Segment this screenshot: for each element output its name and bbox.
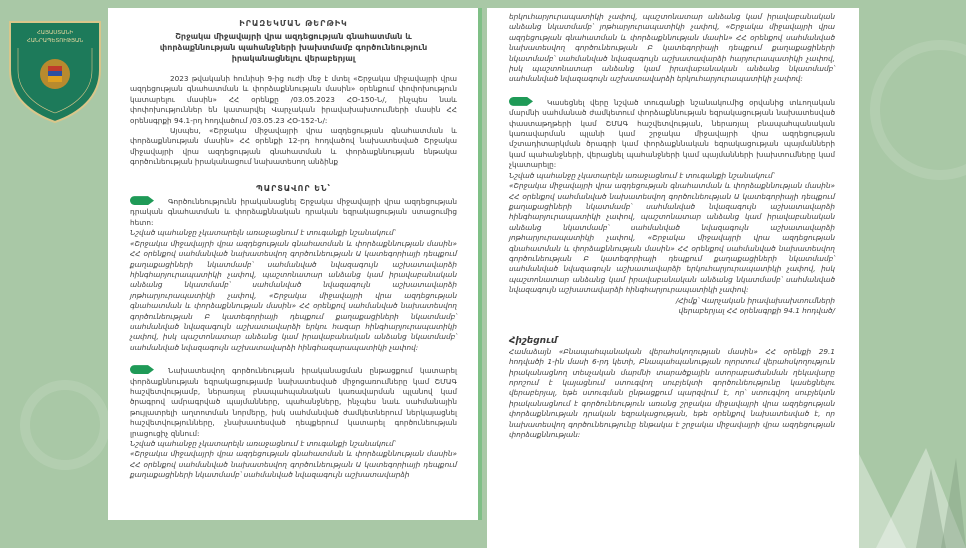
penalty-note: Նշված պահանջը չկատարելն առաջացնում է տուգանքի նշանակում՝ xyxy=(130,228,396,238)
obligation-item: Գործունեությունն իրականացնել Շրջակա միջավայրի վրա ազդեցության դրական գնահատման և փորձաքննական դրական եզրակացության ստացումից հետո: xyxy=(130,197,457,227)
document-title-block xyxy=(130,18,457,64)
legal-source: /Հիմք՝ Վարչական իրավախախտումների վերաբերյալ ՀՀ օրենսգրքի 94.1 հոդված/ xyxy=(675,295,835,315)
intro-paragraph: 2023 թվականի հունիսի 9-ից ուժի մեջ է մտել «Շրջակա միջավայրի վրա ազդեցության գնահատման և փորձաքննության մասին» օրենքում փոփոխություն կատարելու մասին» ՀՀ օրենքը /03.05.2023 ՀՕ-150-Ն/, ինչպես նաև փոփոխություններ են կատարվել Վարչական իրավախախտումների մասին ՀՀ օրենսգրքի 94.1-րդ հոդվածում /03.05.23 ՀՕ-152-Ն/: xyxy=(130,74,457,125)
document-title: Շրջակա միջավայրի վրա ազդեցության գնահատման և փորձաքննության պահանջների խախտմամբ գործունեություն իրականացնելու վերաբերյալ xyxy=(159,32,428,63)
penalty-note: Նշված պահանջը չկատարելն առաջացնում է տուգանքի նշանակում՝ xyxy=(509,170,775,180)
svg-text:ՀԱՅԱՍՏԱՆԻ: ՀԱՅԱՍՏԱՆԻ xyxy=(36,30,74,36)
inspection-body-logo xyxy=(6,18,104,124)
intro-paragraph: Այսպես, «Շրջակա միջավայրի վրա ազդեցության գնահատման և փորձաքննության մասին» ՀՀ օրենքի 12-րդ հոդվածով նախատեսված Շրջակա միջավայրի վրա ազդեցության գնահատման և փորձաքննության ենթակա գործունեության իրականացում նախատեսող անձինք xyxy=(130,126,457,167)
penalty-text: «Շրջակա միջավայրի վրա ազդեցության գնահատման և փորձաքննության մասին» ՀՀ օրենքով սահմանված նախատեսվող գործունեության Ա կատեգորիայի դեպքում քաղաքացիների նկատմամբ՝ սահմանված նվազագույն աշխատավարձի xyxy=(130,449,457,480)
reminder-text: Համաձայն «Բնապահպանական վերահսկողության մասին» ՀՀ օրենքի 29.1 հոդվածի 1-ին մասի 6-րդ կետի, Բնապահպանության ոլորտում վերահսկողություն իրականացնող տեսչական մարմնի տարածքային ստորաբաժանման ղեկավարը որոշում է կայացնում ստուգվող սուբյեկտի գործունեությունը կասեցնելու վերաբերյալ, եթե ստուգման ընթացքում պարզվում է, որ՝ ստուգվող սուբյեկտն իրականացնում է գործունեություն առանց շրջակա միջավայրի վրա ազդեցության փորձաքննության դրական եզրակացության, եթե օրենքով նախատեսված է, որ նախատեսվող գործունեությունը ենթակա է շրջակա միջավայրի վրա ազդեցության փորձաքննության: xyxy=(509,346,835,440)
penalty-text-continued: երկուհարյուրապատիկի չափով, պաշտոնատար անձանց կամ իրավաբանական անձանց նկատմամբ՝ յոթհարյուրապատիկի չափով, «Շրջակա միջավայրի վրա ազդեցության գնահատման և փորձաքննության մասին» ՀՀ օրենքով սահմանված նախատեսվող գործունեության Բ կատեգորիայի դեպքում քաղաքացիների նկատմամբ՝ սահմանված նվազագույն աշխատավարձի հարյուրապատիկի չափով, իսկ պաշտոնատար անձանց կամ իրավաբանական անձանց նկատմամբ՝ սահմանված նվազագույն աշխատավարձի երկուհարյուրապատիկի չափով: xyxy=(509,12,835,84)
svg-text:ՀԱՆՐԱՊԵՏՈՒԹՅԱՆ: ՀԱՆՐԱՊԵՏՈՒԹՅԱՆ xyxy=(26,38,84,44)
obligation-item: Կասեցնել վերը նշված տուգանքի նշանակումից օրվանից տևողական մարմնի սահմանած ժամկետում փորձաքննության եզրակացության նախատեսված փաստաթղթերի կամ ՇՄԱԳ հաշվետվության, ներառյալ բնապահպանական կառավարման պլանի կամ շրջակա միջավայրի վրա ազդեցության մշտադիտարկման ծրագրի կամ փորձաքննական եզրակացության պայմանների կամ պահանջների, վերացնել պահանջների կամ պայմանների խախտումները կամ չկատարելը: xyxy=(509,97,835,170)
penalty-text: «Շրջակա միջավայրի վրա ազդեցության գնահատման և փորձաքննության մասին» ՀՀ օրենքով սահմանված նախատեսվող գործունեության Ա կատեգորիայի դեպքում քաղաքացիների նկատմամբ՝ սահմանված նվազագույն աշխատավարձի հինգհարյուրապատիկի չափով, պաշտոնատար անձանց կամ իրավաբանական անձանց նկատմամբ՝ սահմանված նվազագույն աշխատավարձի յոթհարյուրապատիկի չափով, «Շրջակա միջավայրի վրա ազդեցության գնահատման և փորձաքննության մասին» ՀՀ օրենքով սահմանված նախատեսվող գործունեության Բ կատեգորիայի դեպքում քաղաքացիների նկատմամբ՝ սահմանված նվազագույն աշխատավարձի երկուհարյուրապատիկի չափով, իսկ պաշտոնատար անձանց կամ իրավաբանական անձանց նկատմամբ՝ սահմանված նվազագույն աշխատավարձի հինգհարյուրապատիկի չափով: xyxy=(509,181,835,295)
bullet-arrow-icon xyxy=(130,365,154,374)
background-decoration xyxy=(870,40,966,180)
reminder-heading: Հիշեցում xyxy=(509,336,558,347)
section-heading: ՊԱՐՏԱՎՈՐ ԵՆ՝ xyxy=(256,183,331,193)
penalty-note: Նշված պահանջը չկատարելն առաջացնում է տուգանքի նշանակում՝ xyxy=(130,439,396,448)
penalty-text: «Շրջակա միջավայրի վրա ազդեցության գնահատման և փորձաքննության մասին» ՀՀ օրենքով սահմանված նախատեսվող գործունեության Ա կատեգորիայի դեպքում քաղաքացիների նկատմամբ՝ սահմանված նվազագույն աշխատավարձի հինգհարյուրապատիկի չափով, պաշտոնատար անձանց կամ իրավաբանական անձանց նկատմամբ՝ սահմանված նվազագույն աշխատավարձի յոթհարյուրապատիկի չափով, «Շրջակա միջավայրի վրա ազդեցության գնահատման և փորձաքննության մասին» ՀՀ օրենքով սահմանված նախատեսվող գործունեության Բ կատեգորիայի դեպքում քաղաքացիների նկատմամբ՝ սահմանված նվազագույն աշխատավարձի երկու հազար հինգհարյուրապատիկի չափով, իսկ պաշտոնատար անձանց կամ իրավաբանական անձանց նկատմամբ՝ սահմանված նվազագույն աշխատավարձի հինգհազարապատիկի չափով: xyxy=(130,238,457,352)
obligation-item: Նախատեսվող գործունեության իրականացման ընթացքում կատարել փորձաքննության եզրակացությամբ նախատեսված միջոցառումները կամ ՇՄԱԳ հաշվետվությամբ, ներառյալ բնապահպանական կառավարման պլանով կամ ծրագրով ամրագրված պայմանները, պահանջները, ինչպես նաև սահմանային թույլատրելի աղտոտման նորմերը, իսկ սահմանված ժամկետներում ներկայացնել հաշվետվությունները, չնախատեսված դեպքերում կատարել գործունեության լրացուցիչ զննում: xyxy=(130,366,457,438)
right-page xyxy=(487,8,859,548)
document-heading: ԻՐԱԶԵԿՄԱՆ ԹԵՐԹԻԿ xyxy=(239,19,348,28)
background-decoration xyxy=(20,380,110,470)
bullet-arrow-icon xyxy=(509,97,533,106)
bullet-arrow-icon xyxy=(130,196,154,205)
left-page xyxy=(108,8,479,520)
